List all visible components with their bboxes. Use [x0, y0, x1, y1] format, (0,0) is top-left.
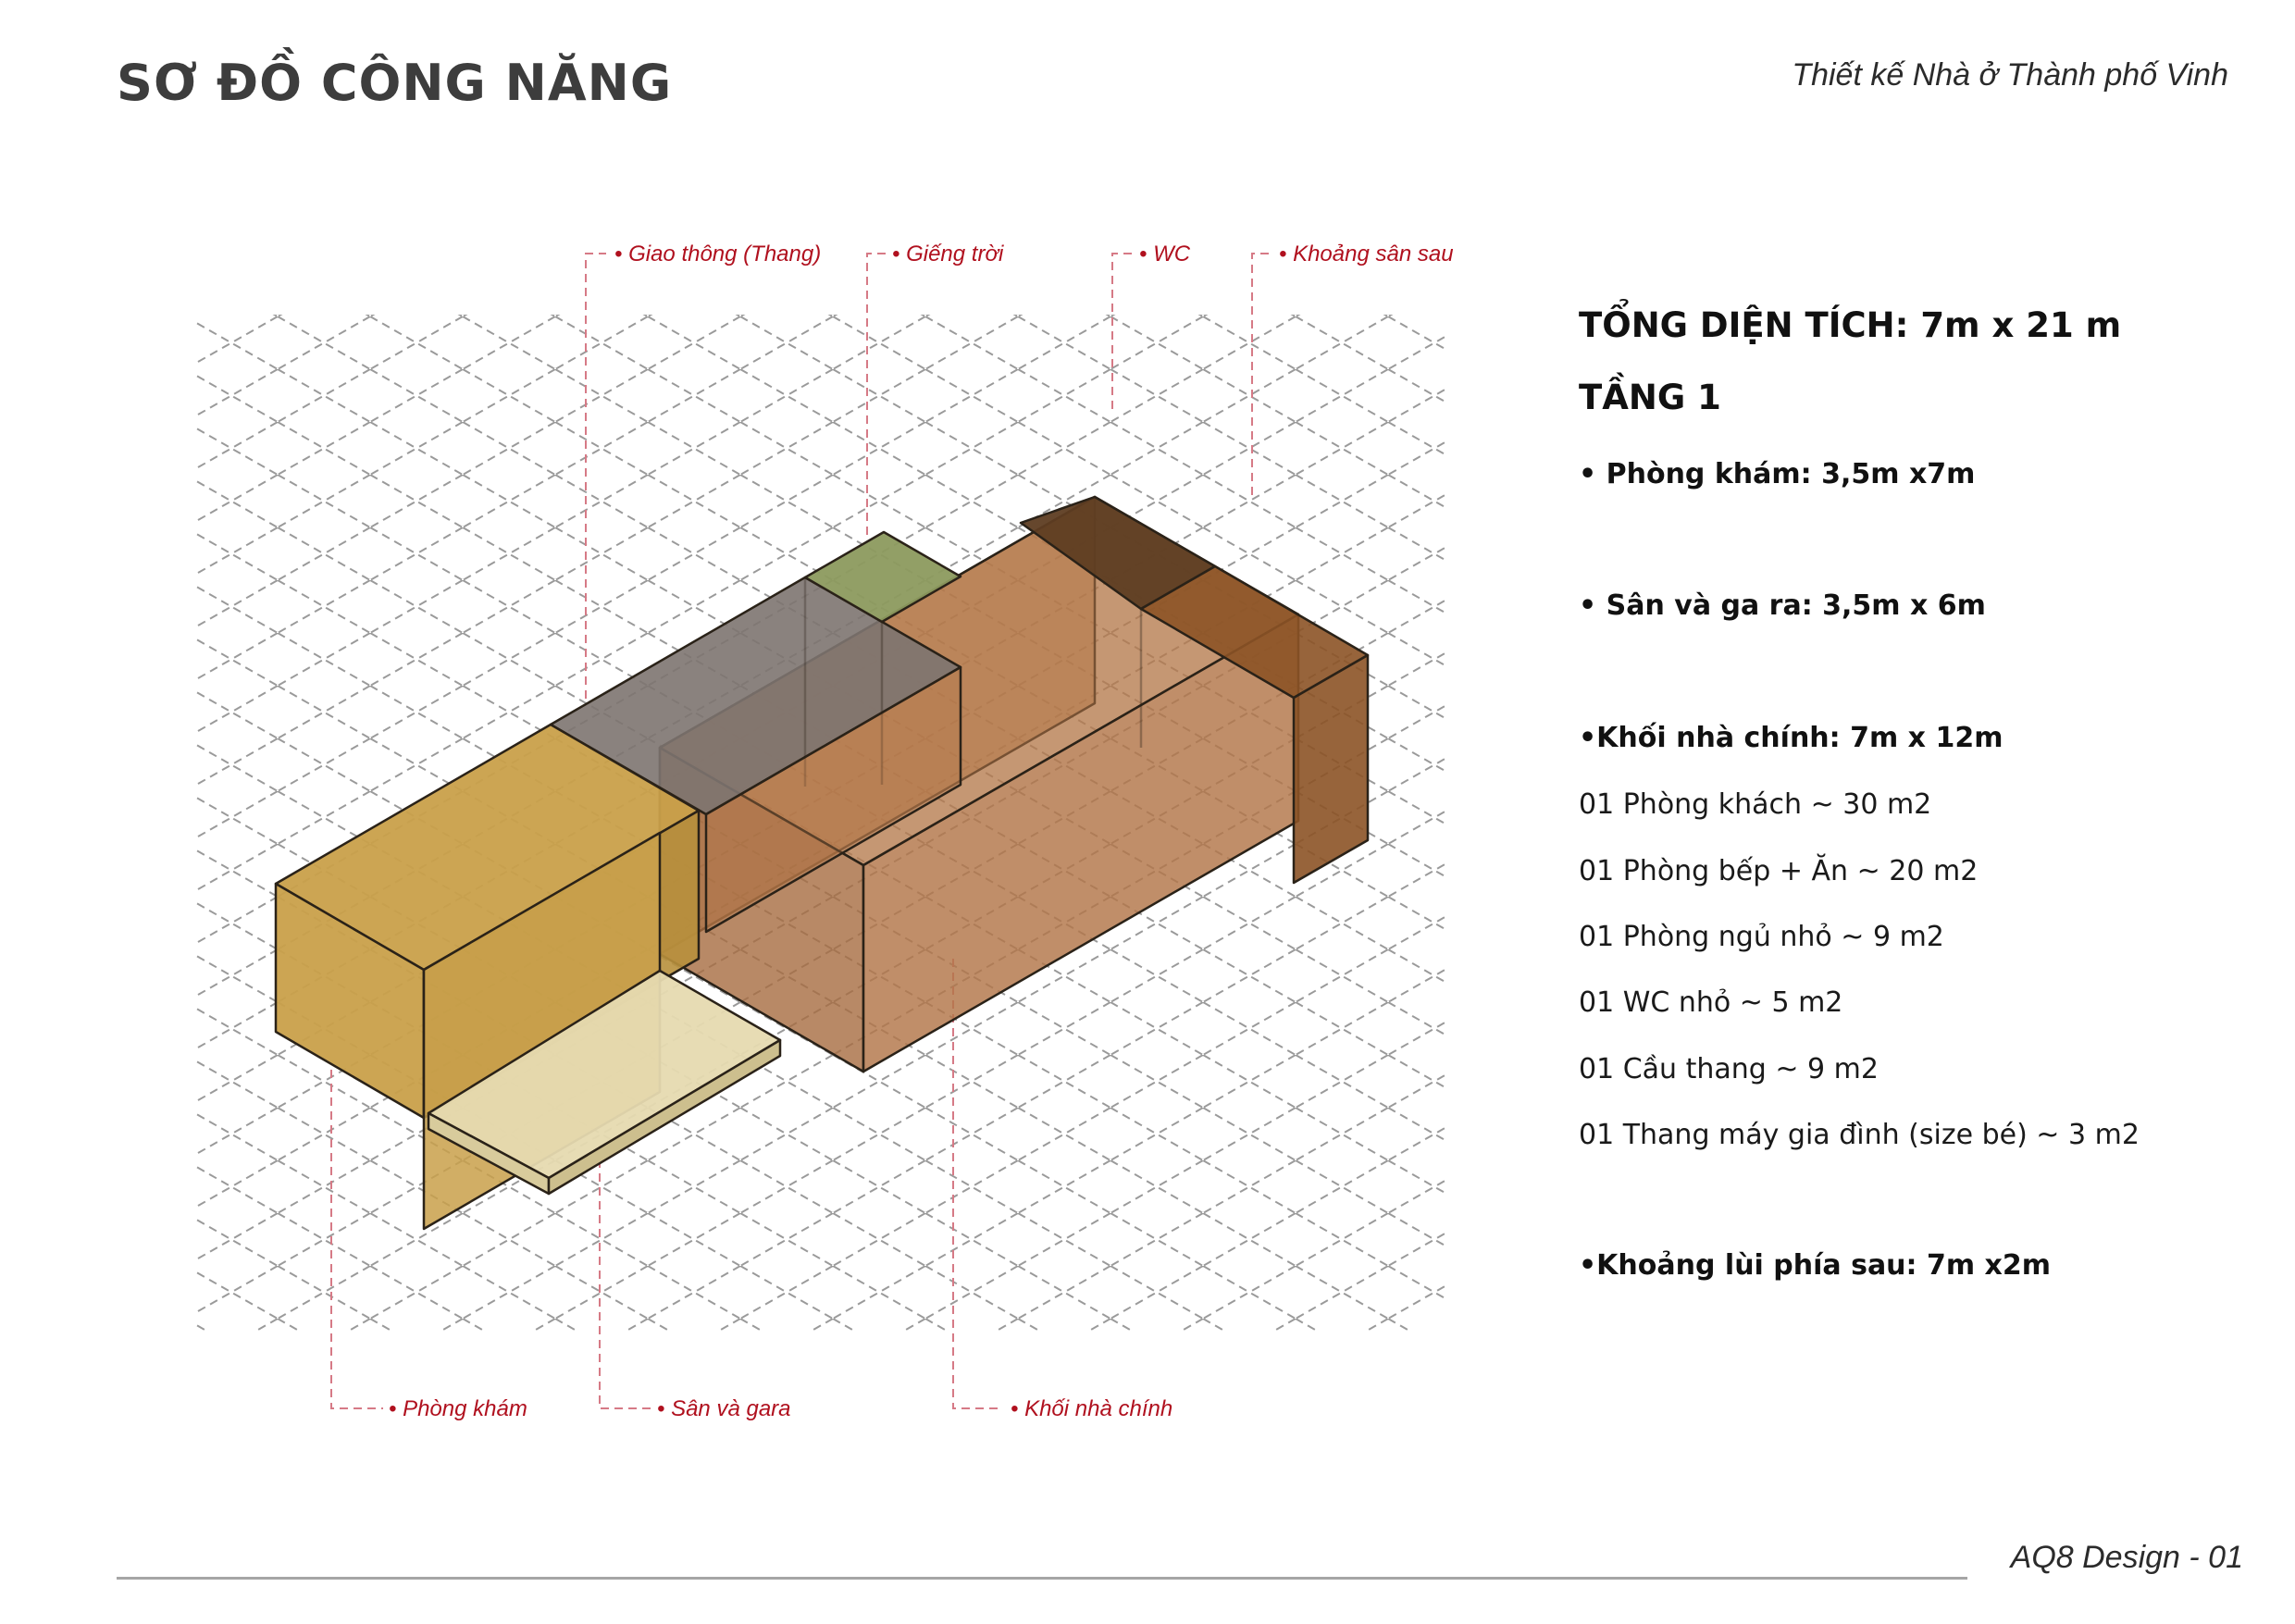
- callout-clinic: • Phòng khám: [389, 1396, 527, 1421]
- callout-courtyard: • Giếng trời: [892, 242, 1004, 267]
- room-item: 01 Cầu thang ~ 9 m2: [1579, 1053, 1879, 1085]
- callouts-top: [614, 242, 1454, 267]
- room-item: 01 Thang máy gia đình (size bé) ~ 3 m2: [1579, 1119, 2140, 1151]
- footer-label: AQ8 Design - 01: [2010, 1540, 2243, 1575]
- callout-wc: • WC: [1139, 242, 1191, 267]
- project-subtitle: Thiết kế Nhà ở Thành phố Vinh: [1792, 57, 2228, 93]
- garage-area: • Sân và ga ra: 3,5m x 6m: [1579, 589, 1986, 622]
- total-area-heading: TỔNG DIỆN TÍCH: 7m x 21 m: [1579, 305, 2122, 345]
- setback-area: •Khoảng lùi phía sau: 7m x2m: [1579, 1249, 2052, 1282]
- floor-heading: TẦNG 1: [1579, 378, 1721, 417]
- callouts-bottom: [389, 1396, 1172, 1421]
- room-item: 01 Phòng khách ~ 30 m2: [1579, 788, 1932, 821]
- callout-garage: • Sân và gara: [657, 1396, 791, 1421]
- callout-main-block: • Khối nhà chính: [1011, 1396, 1173, 1421]
- callout-stair: • Giao thông (Thang): [614, 242, 822, 267]
- room-item: 01 Phòng ngủ nhỏ ~ 9 m2: [1579, 921, 1944, 953]
- room-item: 01 Phòng bếp + Ăn ~ 20 m2: [1579, 855, 1979, 887]
- room-item: 01 WC nhỏ ~ 5 m2: [1579, 986, 1843, 1019]
- footer-divider: [117, 1577, 1967, 1580]
- callout-backyard: • Khoảng sân sau: [1279, 242, 1454, 267]
- main-block-area: •Khối nhà chính: 7m x 12m: [1579, 722, 2003, 754]
- clinic-area: • Phòng khám: 3,5m x7m: [1579, 458, 1976, 490]
- page-title: SƠ ĐỒ CÔNG NĂNG: [117, 54, 673, 112]
